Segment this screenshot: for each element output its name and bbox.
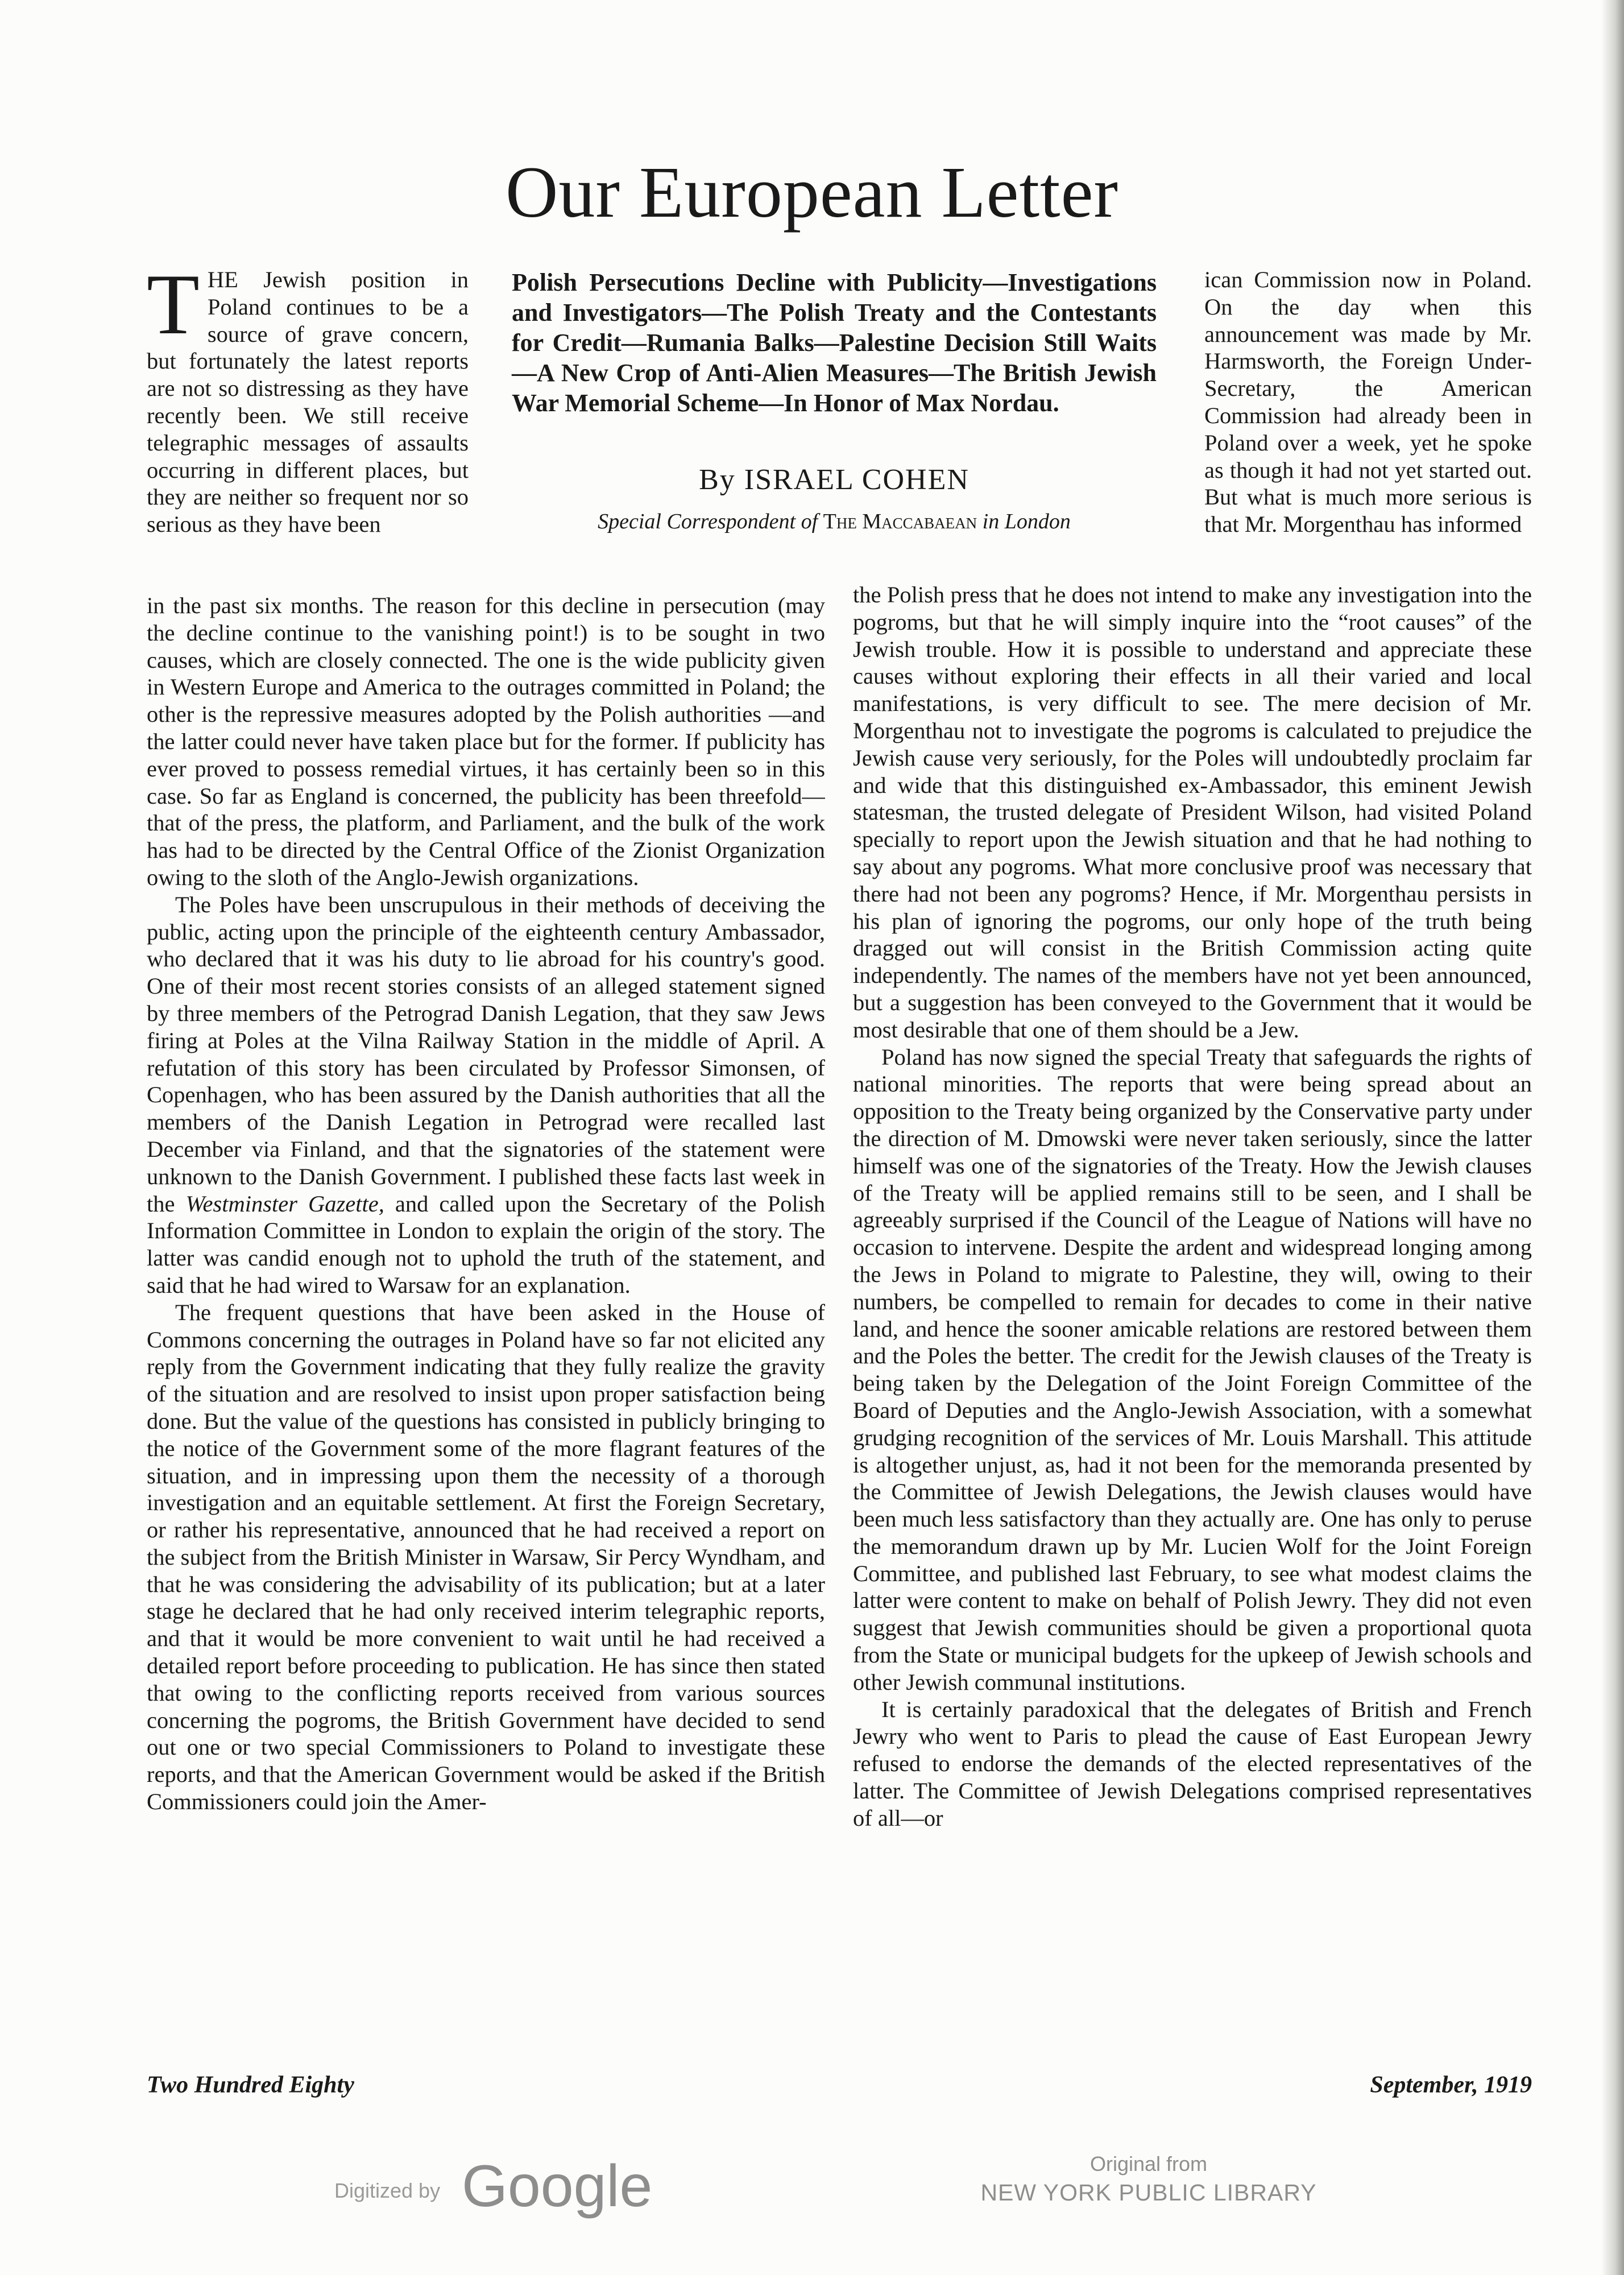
intro-column [147, 266, 469, 593]
google-logo: Google [462, 2153, 653, 2219]
left-column [147, 592, 825, 2094]
right-top-column [1204, 266, 1532, 593]
library-watermark [967, 2151, 1331, 2208]
correspondent-line [512, 507, 1157, 536]
right-column [853, 581, 1532, 2094]
drop-cap: T [147, 266, 200, 352]
paragraph-poles [147, 891, 825, 1299]
paragraph-publicity: in the past six months. The reason for this decline in persecution (may the decline continue to the vanishing point!) is to be sought in two causes, which are closely connected. The one is the wide publicity given in Western Europe and America to the outrages committed in Poland; the other is the repressive measures adopted by the Polish authorities —and the latter could never have taken place but for the former. If publicity has ever proved to possess remedial virtues, it has certainly been so in this case. So far as England is concerned, the publicity has been threefold— that of the press, the platform, and Parliament, and the bulk of the work has had to be directed by the Central Office of the Zionist Organization owing to the sloth of the Anglo-Jewish organizations. [147, 593, 825, 890]
paragraph-poles-text-1: The Poles have been unscrupulous in their methods of deceiving the public, acting upon the principle of the eighteenth century Ambassador, who declared that it was his duty to lie abroad for his country's good. One of their most recent stories consists of an alleged statement signed by three members of the Petrograd Danish Legation, that they saw Jews firing at Poles at the Vilna Railway Station in the middle of April. A refutation of this story has been circulated by Professor Simonsen, of Copenhagen, who has been assured by the Danish authorities that all the members of the Danish Legation in Petrograd were recalled last December via Finland, and that the signatories of the statement were unknown to the Danish Government. I published these facts last week in the [147, 891, 825, 1217]
original-from-label: Original from [1089, 2152, 1208, 2175]
page-number: Two Hundred Eighty [147, 2072, 354, 2098]
issue-date: September, 1919 [1370, 2072, 1532, 2098]
page-edge [1601, 0, 1624, 2275]
intro-text: HE Jewish position in Poland continues to be a source of grave concern, but fortunately the latest reports are not so distressing as they have recently been. We still receive telegraphic messages of assaults occurring in different places, but they are neither so frequent nor so serious as they have been [147, 267, 469, 537]
paragraph-poles-text-2: and called upon the Secretary of the Polish Information Committee in London to explain the origin of the story. The latter was candid enough not to uphold the truth of the statement, and said that he had wired to Warsaw for an explanation. [147, 1190, 825, 1298]
library-name: NEW YORK PUBLIC LIBRARY [980, 2179, 1317, 2206]
article-title: Our European Letter [505, 152, 1119, 233]
byline: By ISRAEL COHEN [699, 464, 970, 496]
digitized-watermark [334, 2152, 653, 2220]
paragraph-commons: The frequent questions that have been asked in the House of Commons concerning the outrages in Poland have so far not elicited any reply from the Government indicating that they fully realize the gravity of the situation and are resolved to insist upon proper satisfaction being done. But the value of the questions has consisted in publicly bringing to the notice of the Government some of the more flagrant features of the situation, and in impressing upon them the necessity of a thorough investigation and an equitable settlement. At first the Foreign Secretary, or rather his representative, announced that he had received a report on the subject from the British Minister in Warsaw, Sir Percy Wyndham, and that he was considering the advisability of its publication; but at a later stage he declared that he had only received interim telegraphic reports, and that it would be more convenient to wait until he had received a detailed report before proceeding to publication. He has since then stated that owing to the conflicting reports received from various sources concerning the pogroms, the British Government have decided to send out one or two special Commissioners to Poland to investigate these reports, and that the American Government would be asked if the British Commissioners could join the Amer- [147, 1299, 825, 1815]
intro-paragraph [147, 266, 469, 538]
right-top-paragraph: ican Commission now in Poland. On the day when this announcement was made by Mr. Harmsworth, the Foreign Under-Secretary, the American Commission had already been in Poland over a week, yet he spoke as though it had not yet started out. But what is much more serious is that Mr. Morgenthau has informed [1204, 267, 1532, 537]
paragraph-paradox: It is certainly paradoxical that the delegates of British and French Jewry who went to Paris to plead the cause of East European Jewry refused to endorse the demands of the elected representatives of the latter. The Committee of Jewish Delegations comprised representatives of all—or [853, 1696, 1532, 1831]
correspondent-suffix: in London [982, 510, 1071, 533]
newspaper-name: Westminster Gazette, [185, 1190, 384, 1217]
digitized-label: Digitized by [334, 2179, 441, 2202]
correspondent-paper: The Maccabaean [823, 510, 977, 533]
paragraph-morgenthau: the Polish press that he does not intend to make any investigation into the pogroms, but that he will simply inquire into the “root causes” of the Jewish trouble. How it is possible to understand and appreciate these causes without exploring their effects in all their varied and local manifestations, is very difficult to see. The mere decision of Mr. Morgenthau not to investigate the pogroms is calculated to prejudice the Jewish cause very seriously, for the Poles will undoubtedly proclaim far and wide that this distinguished ex-Ambassador, this eminent Jewish statesman, the trusted delegate of President Wilson, had visited Poland specially to report upon the Jewish situation and that he had nothing to say about any pogroms. What more conclusive proof was necessary that there had not been any pogroms? Hence, if Mr. Morgenthau persists in his plan of ignoring the pogroms, our only hope of the truth being dragged out will consist in the British Commission acting quite independently. The names of the members have not yet been announced, but a suggestion has been conveyed to the Government that it would be most desirable that one of them should be a Jew. [853, 582, 1532, 1043]
correspondent-prefix: Special Correspondent of [598, 510, 818, 533]
paragraph-treaty: Poland has now signed the special Treaty that safeguards the rights of national minorities. The reports that were being spread about an opposition to the Treaty being organized by the Conservative party under the direction of M. Dmowski were never taken seriously, since the latter himself was one of the signatories of the Treaty. How the Jewish clauses of the Treaty will be applied remains still to be seen, and I shall be agreeably surprised if the Council of the League of Nations will have no occasion to intervene. Despite the ardent and widespread longing among the Jews in Poland to migrate to Palestine, they will, owing to their numbers, be compelled to remain for decades to come in their native land, and hence the sooner amicable relations are restored between them and the Poles the better. The credit for the Jewish clauses of the Treaty is being taken by the Delegation of the Joint Foreign Committee of the Board of Deputies and the Anglo-Jewish Association, with a somewhat grudging recognition of the services of Mr. Louis Marshall. This attitude is altogether unjust, as, had it not been for the memoranda presented by the Committee of Jewish Delegations, the Jewish clauses would have been much less satisfactory than they actually are. One has only to peruse the memorandum drawn up by Mr. Lucien Wolf for the Joint Foreign Committee, and published last February, to see what modest claims the latter were content to make on behalf of Polish Jewry. They did not even suggest that Jewish communities should be given a proportional quota from the State or municipal budgets for the upkeep of Jewish schools and other Jewish communal institutions. [853, 1044, 1532, 1695]
article-subheading: Polish Persecutions Decline with Publicity—Investigations and Investigators—The Polish Treaty and the Contestants for Credit—Rumania Balks—Palestine Decision Still Waits—A New Crop of Anti-Alien Measures—The British Jewish War Memorial Scheme—In Honor of Max Nordau. [512, 268, 1157, 417]
